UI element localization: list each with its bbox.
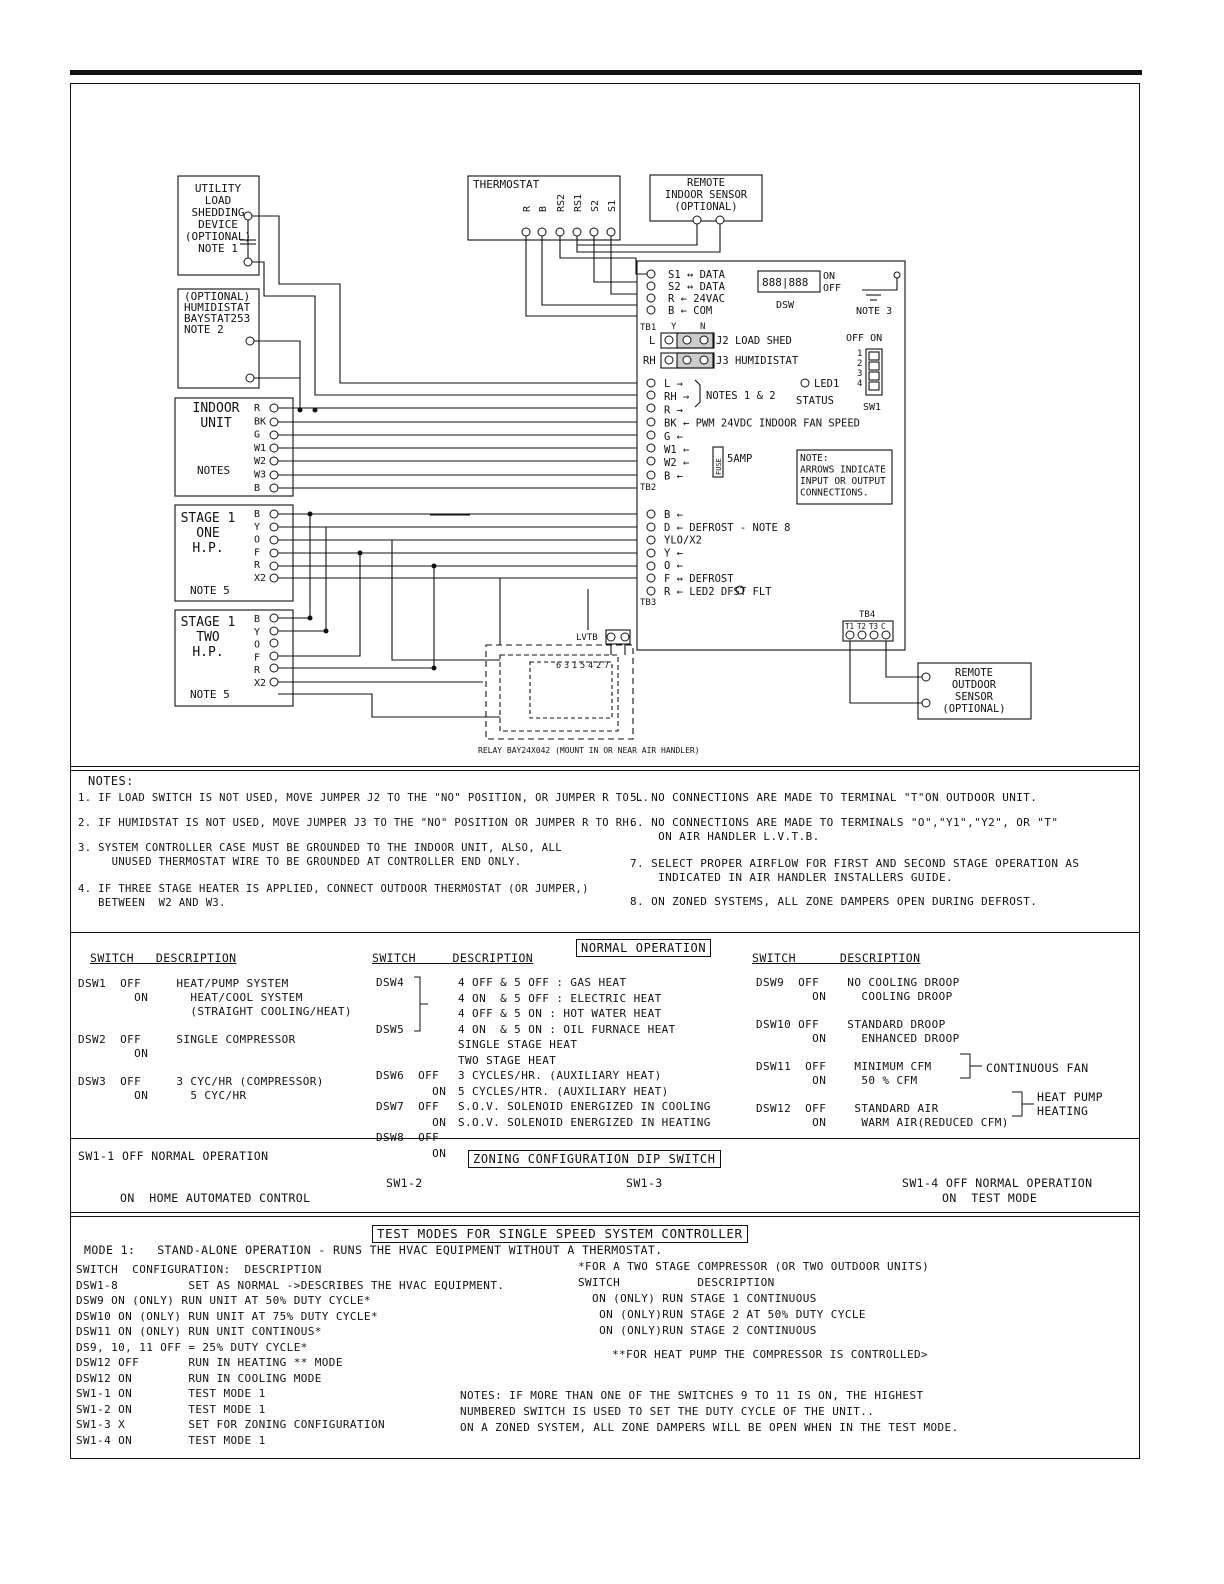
col1-body: DSW1 OFF HEAT/PUMP SYSTEM ON HEAT/COOL SYSTEM (STRAIGHT COOLING/HEAT) DSW2 OFF SINGLE COMPRESSOR ON DSW3 OFF 3 CYC/HR (COMPRESSOR) ON 5 CYC/HR — [78, 977, 352, 1102]
stage1-title — [181, 511, 236, 556]
thermostat-terminal-rs2: RS2 — [556, 193, 567, 212]
tb1-terminal-label-line: S1 ↔ DATA — [668, 269, 725, 281]
divider-1b — [70, 770, 1140, 771]
stage1-terminal-label-line: B — [254, 509, 261, 520]
continuous-fan: CONTINUOUS FAN — [986, 1061, 1089, 1075]
stage1-terminal-label-line: X2 — [254, 573, 267, 584]
indoor-notes: NOTES — [197, 464, 231, 477]
zoning-sw1-on: ON HOME AUTOMATED CONTROL — [120, 1191, 311, 1205]
tb3-terminal-label — [664, 509, 790, 598]
sw1-label: SW1 — [863, 402, 882, 413]
dsw45-bracket — [410, 975, 430, 1033]
relay-pin-label-item: 1 — [572, 661, 578, 671]
remote-indoor-sensor-text-line: (OPTIONAL) — [674, 201, 738, 213]
humidistat-text-line: HUMIDISTAT — [184, 301, 251, 314]
stage2-title-line: STAGE 1 — [180, 615, 236, 630]
dsw-on: ON — [823, 271, 836, 282]
sw1-off-on: OFF ON — [846, 333, 883, 344]
tb4-terminal-label — [845, 622, 886, 631]
divider-2 — [70, 932, 1140, 933]
remote-indoor-sensor-text-line: INDOOR SENSOR — [664, 189, 748, 201]
tb2-terminal-label-line: RH → — [664, 391, 690, 404]
tb1-terminal-label-line: S2 ↔ DATA — [668, 281, 725, 293]
indoor-unit-title-line: UNIT — [200, 416, 232, 431]
relay-pin-label-item: 5 — [580, 661, 586, 671]
relay-caption: RELAY BAY24X042 (MOUNT IN OR NEAR AIR HANDLER) — [478, 746, 700, 755]
remote-outdoor-sensor-text — [942, 667, 1005, 715]
note-7: 7. SELECT PROPER AIRFLOW FOR FIRST AND SECOND STAGE OPERATION AS INDICATED IN AIR HANDLER INSTALLERS GUIDE. — [630, 857, 1080, 884]
remote-outdoor-sensor-text-line: SENSOR — [955, 691, 993, 703]
arrow-note-text-line: INPUT OR OUTPUT — [800, 476, 886, 487]
note-4: 4. IF THREE STAGE HEATER IS APPLIED, CONNECT OUTDOOR THERMOSTAT (OR JUMPER,) BETWEEN W2 AND W3. — [78, 883, 589, 909]
utility-load-shedding-text-line: DEVICE — [198, 218, 238, 231]
j3-label: J3 HUMIDISTAT — [716, 355, 799, 367]
stage1-title-line: ONE — [196, 526, 220, 541]
test-modes-title: TEST MODES FOR SINGLE SPEED SYSTEM CONTROLLER — [372, 1225, 748, 1243]
note-6: 6. NO CONNECTIONS ARE MADE TO TERMINALS "O","Y1","Y2", OR "T" ON AIR HANDLER L.V.T.B. — [630, 816, 1059, 843]
sw1-number — [857, 349, 862, 389]
stage2-terminal-label-line: O — [254, 639, 261, 651]
stage1-title-line: H.P. — [192, 541, 224, 556]
relay-pin-label-item: 7 — [604, 661, 610, 671]
humidistat-text-line: (OPTIONAL) — [184, 290, 251, 303]
mode-1: MODE 1: STAND-ALONE OPERATION - RUNS THE HVAC EQUIPMENT WITHOUT A THERMOSTAT. — [84, 1243, 663, 1257]
tb3-terminal-label-line: D ← DEFROST - NOTE 8 — [664, 521, 791, 534]
col2-header: SWITCH DESCRIPTION — [372, 951, 534, 965]
tb2-terminal-label-line: W1 ← — [664, 444, 690, 456]
tb2-terminal-label-line: W2 ← — [664, 457, 690, 470]
relay-pin-label-item: 3 — [564, 661, 570, 671]
tb1-label: TB1 — [640, 323, 657, 333]
heat-bracket — [1010, 1090, 1040, 1120]
note-2: 2. IF HUMIDSTAT IS NOT USED, MOVE JUMPER J3 TO THE "NO" POSITION OR JUMPER R TO RH. — [78, 817, 636, 829]
tb4-terminal-label-item: T2 — [857, 622, 867, 631]
arrow-note-text-line: CONNECTIONS. — [800, 487, 869, 499]
relay-pin-label-item: 4 — [588, 661, 594, 671]
j2-label: J2 LOAD SHED — [716, 335, 792, 347]
stage1-terminal-label-line: O — [254, 534, 261, 546]
indoor-unit-title-line: INDOOR — [192, 401, 240, 416]
lvtb-label: LVTB — [576, 633, 598, 643]
dsw-off: OFF — [823, 283, 842, 294]
tb1-terminal-label-line: B ← COM — [668, 305, 713, 317]
tb2-terminal-label-line: BK ← PWM 24VDC INDOOR FAN SPEED — [664, 417, 860, 430]
indoor-terminal-label-line: W1 — [254, 442, 267, 454]
note-8: 8. ON ZONED SYSTEMS, ALL ZONE DAMPERS OPEN DURING DEFROST. — [630, 895, 1038, 908]
stage2-terminal-label-line: R — [254, 665, 261, 677]
tb4-label: TB4 — [859, 610, 876, 620]
jumper-n: N — [700, 322, 706, 332]
heat-pump-note: **FOR HEAT PUMP THE COMPRESSOR IS CONTROLLED> — [612, 1348, 929, 1361]
indoor-terminal-label-line: R — [254, 403, 261, 414]
test-left-block: SWITCH CONFIGURATION: DESCRIPTION DSW1-8 SET AS NORMAL ->DESCRIBES THE HVAC EQUIPMENT. DSW9 ON (ONLY) RUN UNIT AT 50% DUTY CYCLE* DSW10 ON (ONLY) RUN UNIT AT 75% DUTY CYCLE* DSW11 ON (ONLY) RUN UNIT CONTINOUS* DS9, 10, 11 OFF = 25% DUTY CYCLE* DSW12 OFF RUN IN HEATING ** MODE DSW12 ON RUN IN COOLING MODE SW1-1 ON TEST MODE 1 SW1-2 ON TEST MODE 1 SW1-3 X SET FOR ZONING CONFIGURATION SW1-4 ON TEST MODE 1 — [76, 1263, 505, 1447]
status: STATUS — [796, 395, 834, 407]
fuse-label: FUSE — [715, 458, 723, 475]
fan-bracket — [958, 1052, 988, 1082]
tb2-terminal-label-line: L → — [664, 378, 683, 390]
tb3-terminal-label-line: YLO/X2 — [664, 534, 702, 547]
tb3-terminal-label-line: B ← — [664, 509, 683, 521]
stage1-terminal-label-line: R — [254, 560, 261, 572]
zoning-sw4-off: SW1-4 OFF NORMAL OPERATION — [902, 1176, 1093, 1190]
col3-body: DSW9 OFF NO COOLING DROOP ON COOLING DROOP DSW10 OFF STANDARD DROOP ON ENHANCED DROOP DSW11 OFF MINIMUM CFM ON 50 % CFM DSW12 OFF STANDARD AIR ON WARM AIR(REDUCED CFM) — [756, 976, 1009, 1129]
thermostat-terminal-r: R — [522, 205, 533, 212]
stage2-terminal-label-line: Y — [254, 626, 261, 638]
tb1-terminal-label — [668, 269, 726, 317]
indoor-unit-title — [193, 401, 240, 431]
stage2-terminal-label-line: F — [254, 652, 261, 664]
tb4-terminal-label-item: T1 — [845, 622, 855, 631]
zoning-sw3: SW1-3 — [626, 1176, 663, 1190]
remote-indoor-sensor-text — [665, 177, 748, 213]
indoor-terminal-label-line: B — [254, 482, 261, 494]
led1: LED1 — [814, 378, 840, 390]
arrow-note-text-line: NOTE: — [800, 453, 829, 464]
humidistat-text-line: NOTE 2 — [184, 323, 224, 336]
relay-pin-label-item: 6 — [556, 661, 562, 671]
thermostat-terminal-s1: S1 — [607, 199, 618, 212]
jumper-y: Y — [671, 322, 677, 332]
arrow-note-text-line: ARROWS INDICATE — [800, 464, 886, 476]
wiring-diagram — [0, 0, 1224, 770]
humidistat-text-line: BAYSTAT253 — [184, 312, 251, 325]
sw1-number-line: 1 — [857, 349, 863, 359]
tb3-label: TB3 — [640, 598, 657, 608]
divider-4 — [70, 1212, 1140, 1213]
stage1-terminal-label-line: F — [254, 547, 261, 559]
tb4-terminal-label-item: C — [881, 622, 886, 631]
col2-descriptions: 4 OFF & 5 OFF : GAS HEAT 4 ON & 5 OFF : ELECTRIC HEAT 4 OFF & 5 ON : HOT WATER HEAT 4 ON & 5 ON : OIL FURNACE HEAT SINGLE STAGE HEAT TWO STAGE HEAT 3 CYCLES/HR. (AUXILIARY HEAT) 5 CYCLES/HTR. (AUXILIARY HEAT) S.O.V. SOLENOID ENERGIZED IN COOLING S.O.V. SOLENOID ENERGIZED IN HEATING — [458, 976, 711, 1129]
utility-load-shedding-text-line: UTILITY — [194, 182, 242, 195]
j3-left: RH — [643, 355, 656, 367]
note-5: 5. NO CONNECTIONS ARE MADE TO TERMINAL "T"ON OUTDOOR UNIT. — [630, 791, 1038, 804]
heat-pump-heating: HEAT PUMP HEATING — [1037, 1090, 1103, 1118]
stage2-title-line: TWO — [196, 630, 220, 645]
stage2-terminal-label-line: B — [254, 614, 261, 625]
divider-3 — [70, 1138, 1140, 1139]
thermostat-terminal-rs1: RS1 — [573, 193, 584, 212]
stage2-note: NOTE 5 — [190, 688, 230, 701]
divider-4b — [70, 1216, 1140, 1217]
stage2-terminal-label — [254, 614, 266, 689]
zoning-title: ZONING CONFIGURATION DIP SWITCH — [468, 1150, 721, 1168]
indoor-terminal-label-line: W2 — [254, 456, 267, 468]
j2-left: L — [649, 335, 656, 347]
tb2-terminal-label-line: R → — [664, 404, 683, 417]
zoning-sw2: SW1-2 — [386, 1176, 423, 1190]
tb4-terminal-label-item: T3 — [869, 622, 879, 631]
thermostat-terminal-labels — [522, 194, 618, 212]
stage2-title — [181, 615, 236, 660]
tb1-terminal-label-line: R ← 24VAC — [668, 293, 725, 305]
indoor-terminal-label — [254, 403, 266, 494]
arrow-note-text — [800, 453, 886, 499]
col1-header: SWITCH DESCRIPTION — [90, 951, 237, 965]
test-notes-block: NOTES: IF MORE THAN ONE OF THE SWITCHES 9 TO 11 IS ON, THE HIGHEST NUMBERED SWITCH IS USED TO SET THE DUTY CYCLE OF THE UNIT.. ON A ZONED SYSTEM, ALL ZONE DAMPERS WILL BE OPEN WHEN IN THE TEST MODE. — [460, 1389, 959, 1434]
utility-load-shedding-text-line: SHEDDING — [191, 206, 245, 219]
zoning-sw4-on: ON TEST MODE — [942, 1191, 1038, 1205]
utility-load-shedding-text-line: (OPTIONAL) — [184, 230, 252, 243]
normal-operation-title: NORMAL OPERATION — [576, 939, 711, 957]
humidistat-text — [184, 290, 251, 336]
dsw-digits: 888|888 — [762, 276, 809, 289]
tb3-terminal-label-line: Y ← — [664, 547, 683, 560]
stage1-title-line: STAGE 1 — [180, 511, 236, 526]
remote-outdoor-sensor-text-line: OUTDOOR — [951, 679, 997, 691]
dsw-label: DSW — [776, 300, 795, 311]
stage1-terminal-label-line: Y — [254, 521, 261, 533]
test-right-block: *FOR A TWO STAGE COMPRESSOR (OR TWO OUTDOOR UNITS) SWITCH DESCRIPTION ON (ONLY) RUN STAGE 1 CONTINUOUS ON (ONLY)RUN STAGE 2 AT 50% DUTY CYCLE ON (ONLY)RUN STAGE 2 CONTINUOUS — [578, 1260, 930, 1337]
col3-header: SWITCH DESCRIPTION — [752, 951, 921, 965]
indoor-terminal-label-line: G — [254, 429, 261, 441]
tb2-label: TB2 — [640, 483, 657, 493]
stage2-title-line: H.P. — [192, 645, 224, 660]
tb3-terminal-label-line: O ← — [664, 560, 683, 573]
note-3: 3. SYSTEM CONTROLLER CASE MUST BE GROUNDED TO THE INDOOR UNIT, ALSO, ALL UNUSED THERMOSTAT WIRE TO BE GROUNDED AT CONTROLLER END ONLY. — [78, 842, 562, 868]
stage1-terminal-label — [254, 509, 266, 584]
indoor-terminal-label-line: BK — [254, 416, 267, 428]
tb2-terminal-label-line: B ← — [664, 470, 683, 483]
remote-indoor-sensor-text-line: REMOTE — [687, 177, 725, 189]
col2-switches: DSW4 DSW5 DSW6 OFF ON DSW7 OFF ON DSW8 OFF ON — [376, 976, 447, 1160]
utility-load-shedding-text-line: LOAD — [204, 194, 232, 207]
amp-label: 5AMP — [727, 453, 753, 465]
sw1-number-line: 2 — [857, 359, 863, 369]
stage1-note: NOTE 5 — [190, 584, 230, 597]
indoor-terminal-label-line: W3 — [254, 469, 267, 481]
note3: NOTE 3 — [856, 306, 893, 317]
thermostat-title: THERMOSTAT — [473, 178, 540, 191]
relay-pin-label-item: 2 — [596, 661, 602, 671]
remote-outdoor-sensor-text-line: REMOTE — [955, 667, 993, 679]
utility-load-shedding-text-line: NOTE 1 — [198, 242, 238, 255]
zoning-sw1-off: SW1-1 OFF NORMAL OPERATION — [78, 1149, 269, 1163]
notes-title: NOTES: — [88, 774, 134, 788]
tb2-terminal-label-line: G ← — [664, 430, 683, 443]
stage2-terminal-label-line: X2 — [254, 678, 267, 689]
thermostat-terminal-b: B — [538, 205, 549, 212]
remote-outdoor-sensor-text-line: (OPTIONAL) — [942, 703, 1006, 715]
sw1-number-line: 4 — [857, 379, 863, 389]
tb3-terminal-label-line: R ← LED2 DFST FLT — [664, 585, 772, 598]
note-1: 1. IF LOAD SWITCH IS NOT USED, MOVE JUMPER J2 TO THE "NO" POSITION, OR JUMPER R TO L. — [78, 792, 650, 804]
thermostat-terminal-s2: S2 — [590, 199, 601, 212]
tb3-terminal-label-line: F ↔ DEFROST — [664, 573, 734, 585]
notes-1-2: NOTES 1 & 2 — [706, 390, 776, 402]
sw1-number-line: 3 — [857, 369, 863, 379]
